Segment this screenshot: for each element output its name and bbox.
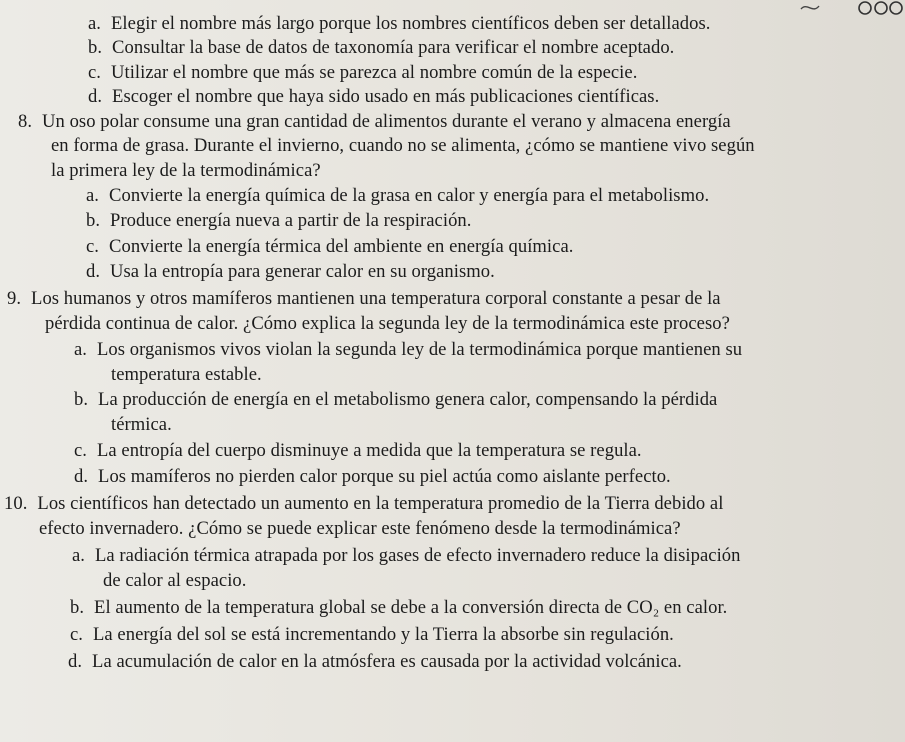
question-text: Los científicos han detectado un aumento en la temperatura promedio de la Tierra debido al: [37, 493, 724, 514]
q8-stem-line-3: la primera ley de la termodinámica?: [51, 160, 321, 181]
option-text: Usa la entropía para generar calor en su organismo.: [110, 261, 495, 282]
q7-option-d[interactable]: [88, 86, 659, 108]
q9-option-b-continuation: térmica.: [111, 414, 172, 435]
q7-option-c[interactable]: [88, 62, 637, 84]
q8-option-b[interactable]: [86, 210, 471, 232]
q10-option-b[interactable]: [70, 597, 727, 619]
q8-option-a[interactable]: [86, 185, 709, 207]
option-text: Utilizar el nombre que más se parezca al nombre común de la especie.: [111, 62, 638, 83]
q8-stem-line-2: en forma de grasa. Durante el invierno, cuando no se alimenta, ¿cómo se mantiene vivo según: [51, 135, 755, 156]
q8-stem-line-1: [18, 111, 731, 133]
option-label: a.: [74, 339, 88, 360]
option-label: a.: [88, 13, 102, 34]
option-text: Elegir el nombre más largo porque los nombres científicos deben ser detallados.: [111, 13, 711, 34]
q10-option-a[interactable]: [72, 545, 741, 567]
option-text: La producción de energía en el metabolismo genera calor, compensando la pérdida: [98, 389, 718, 410]
q9-option-c[interactable]: [74, 440, 642, 462]
q9-option-a-continuation: temperatura estable.: [111, 364, 262, 385]
handwriting-scribble: [795, 0, 905, 18]
option-label: a.: [72, 545, 86, 566]
q9-option-a[interactable]: [74, 339, 742, 361]
option-text: Los organismos vivos violan la segunda ley de la termodinámica porque mantienen su: [97, 339, 743, 360]
option-text: La radiación térmica atrapada por los gases de efecto invernadero reduce la disipación: [95, 545, 741, 566]
question-number: 8.: [18, 111, 33, 132]
q8-option-c[interactable]: [86, 236, 573, 258]
question-number: 9.: [7, 288, 22, 309]
question-text: Los humanos y otros mamíferos mantienen una temperatura corporal constante a pesar de la: [31, 288, 721, 309]
option-label: c.: [88, 62, 102, 83]
option-text: El aumento de la temperatura global se debe a la conversión directa de CO₂ en calor.: [94, 597, 728, 618]
q10-option-a-continuation: de calor al espacio.: [103, 570, 247, 591]
question-number: 10.: [4, 493, 28, 514]
q10-stem-line-2: efecto invernadero. ¿Cómo se puede explicar este fenómeno desde la termodinámica?: [39, 518, 681, 539]
q7-option-b[interactable]: [88, 37, 674, 59]
option-text: La acumulación de calor en la atmósfera es causada por la actividad volcánica.: [92, 651, 682, 672]
option-text: Los mamíferos no pierden calor porque su piel actúa como aislante perfecto.: [98, 466, 671, 487]
q10-option-d[interactable]: [68, 651, 682, 673]
q7-option-a[interactable]: [88, 13, 710, 35]
option-text: Produce energía nueva a partir de la respiración.: [110, 210, 472, 231]
option-label: b.: [88, 37, 103, 58]
option-text: Convierte la energía química de la grasa en calor y energía para el metabolismo.: [109, 185, 710, 206]
q9-stem-line-1: [7, 288, 721, 310]
option-label: b.: [70, 597, 85, 618]
q9-option-d[interactable]: [74, 466, 671, 488]
option-text: Convierte la energía térmica del ambiente en energía química.: [109, 236, 574, 257]
question-text: Un oso polar consume una gran cantidad de alimentos durante el verano y almacena energía: [42, 111, 731, 132]
option-text: Consultar la base de datos de taxonomía para verificar el nombre aceptado.: [112, 37, 675, 58]
option-label: c.: [86, 236, 100, 257]
option-label: d.: [88, 86, 103, 107]
option-label: c.: [70, 624, 84, 645]
option-label: a.: [86, 185, 100, 206]
option-label: b.: [86, 210, 101, 231]
q9-option-b[interactable]: [74, 389, 717, 411]
option-text: La entropía del cuerpo disminuye a medida que la temperatura se regula.: [97, 440, 642, 461]
q10-stem-line-1: [4, 493, 723, 515]
option-label: c.: [74, 440, 88, 461]
option-text: Escoger el nombre que haya sido usado en más publicaciones científicas.: [112, 86, 660, 107]
option-label: d.: [74, 466, 89, 487]
option-label: b.: [74, 389, 89, 410]
option-text: La energía del sol se está incrementando y la Tierra la absorbe sin regulación.: [93, 624, 674, 645]
q9-stem-line-2: pérdida continua de calor. ¿Cómo explica la segunda ley de la termodinámica este proceso?: [45, 313, 730, 334]
q8-option-d[interactable]: [86, 261, 495, 283]
option-label: d.: [86, 261, 101, 282]
option-label: d.: [68, 651, 83, 672]
q10-option-c[interactable]: [70, 624, 674, 646]
